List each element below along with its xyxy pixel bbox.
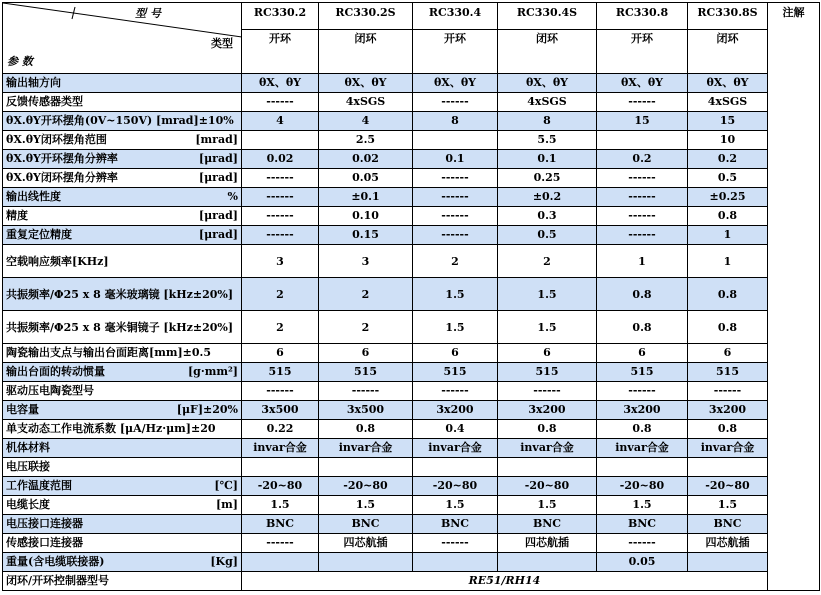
value-cell: 1 xyxy=(597,245,688,278)
controller-label: 闭环/开环控制器型号 xyxy=(3,572,242,591)
value-cell: 515 xyxy=(242,363,319,382)
table-row xyxy=(3,496,820,515)
value-cell xyxy=(597,458,688,477)
value-cell: 1.5 xyxy=(498,278,597,311)
value-cell: 2 xyxy=(413,245,498,278)
table-row xyxy=(3,382,820,401)
value-cell: ------ xyxy=(242,226,319,245)
table-row xyxy=(3,278,820,311)
param-cell xyxy=(3,131,242,150)
value-cell: BNC xyxy=(319,515,413,534)
param-label: 机体材料 xyxy=(6,441,50,454)
value-cell: BNC xyxy=(413,515,498,534)
value-cell: θX、θY xyxy=(498,74,597,93)
value-cell: ------ xyxy=(597,382,688,401)
table-row xyxy=(3,515,820,534)
value-cell xyxy=(597,131,688,150)
value-cell: 0.3 xyxy=(498,207,597,226)
model-header: RC330.4S xyxy=(498,3,597,30)
kind-label: 类型 xyxy=(211,37,233,50)
value-cell: invar合金 xyxy=(688,439,768,458)
value-cell: -20~80 xyxy=(413,477,498,496)
param-label: θX.θY闭环摆角范围 xyxy=(6,133,107,146)
model-header: RC330.2 xyxy=(242,3,319,30)
value-cell: 0.25 xyxy=(498,169,597,188)
value-cell: invar合金 xyxy=(319,439,413,458)
value-cell: 0.05 xyxy=(597,553,688,572)
param-unit: [μrad] xyxy=(198,228,238,241)
value-cell: 6 xyxy=(597,344,688,363)
value-cell xyxy=(319,458,413,477)
param-label: θX.θY开环摆角(0V~150V) [mrad]±10% xyxy=(6,114,234,127)
value-cell: 0.8 xyxy=(597,420,688,439)
param-cell xyxy=(3,226,242,245)
value-cell: 6 xyxy=(242,344,319,363)
table-row xyxy=(3,169,820,188)
value-cell: ------ xyxy=(242,382,319,401)
value-cell: ------ xyxy=(413,93,498,112)
value-cell: 4 xyxy=(319,112,413,131)
value-cell: 0.1 xyxy=(498,150,597,169)
value-cell: ------ xyxy=(597,93,688,112)
value-cell: 0.8 xyxy=(597,311,688,344)
table-row xyxy=(3,458,820,477)
param-cell xyxy=(3,553,242,572)
param-unit: [μF]±20% xyxy=(176,403,238,416)
param-cell xyxy=(3,382,242,401)
table-row xyxy=(3,420,820,439)
param-label: 输出轴方向 xyxy=(6,76,61,89)
param-label: 陶瓷输出支点与输出台面距离[mm]±0.5 xyxy=(6,346,212,359)
value-cell: 2 xyxy=(242,278,319,311)
diagonal-lines xyxy=(3,3,242,73)
param-cell xyxy=(3,150,242,169)
value-cell: -20~80 xyxy=(498,477,597,496)
table-row xyxy=(3,131,820,150)
controller-row xyxy=(3,572,820,591)
param-unit: [μrad] xyxy=(198,152,238,165)
value-cell: ------ xyxy=(242,169,319,188)
value-cell: 0.5 xyxy=(688,169,768,188)
param-cell xyxy=(3,439,242,458)
table-row xyxy=(3,311,820,344)
param-cell xyxy=(3,112,242,131)
value-cell xyxy=(688,458,768,477)
param-label: 共振频率/Φ25 x 8 毫米玻璃镜 [kHz±20%] xyxy=(6,287,234,301)
value-cell: 1 xyxy=(688,226,768,245)
value-cell: 4xSGS xyxy=(319,93,413,112)
value-cell: 515 xyxy=(688,363,768,382)
value-cell: 3x500 xyxy=(319,401,413,420)
value-cell: invar合金 xyxy=(597,439,688,458)
value-cell: 515 xyxy=(413,363,498,382)
loop-type-cell: 闭环 xyxy=(498,29,597,73)
table-row xyxy=(3,74,820,93)
value-cell: ±0.25 xyxy=(688,188,768,207)
value-cell: 1.5 xyxy=(413,496,498,515)
value-cell: 0.02 xyxy=(242,150,319,169)
param-cell xyxy=(3,188,242,207)
header-row xyxy=(3,3,820,30)
table-row xyxy=(3,401,820,420)
param-label: 共振频率/Φ25 x 8 毫米铜镜子 [kHz±20%] xyxy=(6,320,234,334)
value-cell: 6 xyxy=(319,344,413,363)
value-cell: θX、θY xyxy=(319,74,413,93)
value-cell: 0.22 xyxy=(242,420,319,439)
value-cell xyxy=(688,553,768,572)
value-cell: 8 xyxy=(498,112,597,131)
value-cell: 15 xyxy=(688,112,768,131)
value-cell: 3 xyxy=(242,245,319,278)
param-label: 驱动压电陶瓷型号 xyxy=(6,384,94,397)
value-cell: ------ xyxy=(242,188,319,207)
param-cell xyxy=(3,458,242,477)
value-cell: θX、θY xyxy=(597,74,688,93)
param-cell xyxy=(3,344,242,363)
value-cell: 1.5 xyxy=(242,496,319,515)
table-row xyxy=(3,93,820,112)
value-cell: ------ xyxy=(413,188,498,207)
value-cell: ------ xyxy=(319,382,413,401)
value-cell: 2 xyxy=(242,311,319,344)
table-row xyxy=(3,344,820,363)
type-label: 型 号 xyxy=(135,7,161,20)
model-header: RC330.2S xyxy=(319,3,413,30)
value-cell: 2 xyxy=(319,311,413,344)
param-label: 传感接口连接器 xyxy=(6,536,83,549)
value-cell: 四芯航插 xyxy=(319,534,413,553)
param-label: θX.θY闭环摆角分辨率 xyxy=(6,171,118,184)
value-cell: 0.4 xyxy=(413,420,498,439)
loop-type-cell: 闭环 xyxy=(319,29,413,73)
value-cell: ------ xyxy=(597,534,688,553)
value-cell: 4xSGS xyxy=(498,93,597,112)
param-cell xyxy=(3,420,242,439)
value-cell: 3x200 xyxy=(498,401,597,420)
value-cell: 1.5 xyxy=(319,496,413,515)
value-cell: 1.5 xyxy=(498,311,597,344)
value-cell: 1.5 xyxy=(498,496,597,515)
value-cell: 6 xyxy=(688,344,768,363)
value-cell: 0.02 xyxy=(319,150,413,169)
value-cell: 5.5 xyxy=(498,131,597,150)
param-label: θX.θY开环摆角分辨率 xyxy=(6,152,118,165)
value-cell: ------ xyxy=(597,188,688,207)
value-cell xyxy=(498,553,597,572)
value-cell: 6 xyxy=(498,344,597,363)
param-cell xyxy=(3,278,242,311)
param-cell xyxy=(3,311,242,344)
value-cell: ±0.1 xyxy=(319,188,413,207)
value-cell: θX、θY xyxy=(413,74,498,93)
param-cell xyxy=(3,401,242,420)
param-unit: [Kg] xyxy=(210,555,238,568)
param-cell xyxy=(3,515,242,534)
param-cell xyxy=(3,169,242,188)
value-cell: ------ xyxy=(413,207,498,226)
table-row xyxy=(3,534,820,553)
value-cell: ------ xyxy=(413,226,498,245)
value-cell xyxy=(413,553,498,572)
value-cell: 15 xyxy=(597,112,688,131)
model-header: RC330.8S xyxy=(688,3,768,30)
loop-type-cell: 开环 xyxy=(413,29,498,73)
value-cell: 0.10 xyxy=(319,207,413,226)
param-cell xyxy=(3,363,242,382)
value-cell: invar合金 xyxy=(498,439,597,458)
value-cell: ±0.2 xyxy=(498,188,597,207)
value-cell: -20~80 xyxy=(319,477,413,496)
value-cell: 0.2 xyxy=(597,150,688,169)
value-cell: 2.5 xyxy=(319,131,413,150)
param-cell xyxy=(3,74,242,93)
value-cell xyxy=(242,553,319,572)
value-cell: 515 xyxy=(319,363,413,382)
param-unit: [μrad] xyxy=(198,209,238,222)
value-cell: 2 xyxy=(498,245,597,278)
value-cell: 3x500 xyxy=(242,401,319,420)
param-label: 电容量 xyxy=(6,403,39,416)
value-cell: 0.8 xyxy=(688,278,768,311)
table-row xyxy=(3,245,820,278)
value-cell: invar合金 xyxy=(242,439,319,458)
loop-type-cell: 开环 xyxy=(597,29,688,73)
controller-value: RE51/RH14 xyxy=(242,572,768,591)
param-unit: % xyxy=(227,190,238,203)
value-cell: 3x200 xyxy=(597,401,688,420)
param-label: 输出线性度 xyxy=(6,190,61,203)
value-cell: 0.15 xyxy=(319,226,413,245)
param-label: 电压联接 xyxy=(6,460,50,473)
table-row xyxy=(3,188,820,207)
param-label: 反馈传感器类型 xyxy=(6,95,83,108)
param-cell xyxy=(3,496,242,515)
value-cell: 515 xyxy=(498,363,597,382)
value-cell: -20~80 xyxy=(688,477,768,496)
value-cell: BNC xyxy=(242,515,319,534)
value-cell: 1.5 xyxy=(688,496,768,515)
value-cell: ------ xyxy=(498,382,597,401)
value-cell: -20~80 xyxy=(597,477,688,496)
value-cell xyxy=(498,458,597,477)
value-cell: 四芯航插 xyxy=(688,534,768,553)
value-cell: 0.8 xyxy=(319,420,413,439)
value-cell xyxy=(242,131,319,150)
value-cell: 4xSGS xyxy=(688,93,768,112)
value-cell: BNC xyxy=(688,515,768,534)
notes-column: 注解 xyxy=(768,3,820,591)
loop-type-cell: 开环 xyxy=(242,29,319,73)
value-cell: 0.5 xyxy=(498,226,597,245)
param-label: 单支动态工作电流系数 [μA/Hz·μm]±20 xyxy=(6,422,216,435)
value-cell: 0.8 xyxy=(688,311,768,344)
value-cell: 515 xyxy=(597,363,688,382)
value-cell: 0.8 xyxy=(688,207,768,226)
param-unit: [g·mm²] xyxy=(187,365,238,378)
param-label: 电缆长度 xyxy=(6,498,50,511)
value-cell: ------ xyxy=(413,382,498,401)
value-cell: 0.05 xyxy=(319,169,413,188)
value-cell: 1.5 xyxy=(597,496,688,515)
table-row xyxy=(3,553,820,572)
model-header: RC330.8 xyxy=(597,3,688,30)
table-row xyxy=(3,226,820,245)
value-cell xyxy=(242,458,319,477)
value-cell: ------ xyxy=(413,169,498,188)
param-label: 输出台面的转动惯量 xyxy=(6,365,105,378)
value-cell: 1.5 xyxy=(413,278,498,311)
param-label: 电压接口连接器 xyxy=(6,517,83,530)
value-cell: 0.8 xyxy=(688,420,768,439)
model-header: RC330.4 xyxy=(413,3,498,30)
value-cell: ------ xyxy=(413,534,498,553)
value-cell: invar合金 xyxy=(413,439,498,458)
value-cell: 4 xyxy=(242,112,319,131)
value-cell: 四芯航插 xyxy=(498,534,597,553)
value-cell: 0.2 xyxy=(688,150,768,169)
value-cell: ------ xyxy=(242,534,319,553)
param-label: 工作温度范围 xyxy=(6,479,72,492)
param-unit: [m] xyxy=(215,498,238,511)
param-label: 空载响应频率[KHz] xyxy=(6,254,109,268)
param-cell xyxy=(3,477,242,496)
value-cell: 0.8 xyxy=(597,278,688,311)
corner-header-cell xyxy=(3,3,242,74)
loop-type-cell: 闭环 xyxy=(688,29,768,73)
param-cell xyxy=(3,207,242,226)
param-unit: [℃] xyxy=(214,479,238,492)
table-row xyxy=(3,363,820,382)
value-cell: 10 xyxy=(688,131,768,150)
param-label: 重量(含电缆联接器) xyxy=(6,555,105,568)
value-cell: ------ xyxy=(597,169,688,188)
param-label: 精度 xyxy=(6,209,28,222)
value-cell: ------ xyxy=(597,207,688,226)
param-cell xyxy=(3,93,242,112)
value-cell: 0.1 xyxy=(413,150,498,169)
param-unit: [μrad] xyxy=(198,171,238,184)
value-cell: BNC xyxy=(597,515,688,534)
value-cell: 8 xyxy=(413,112,498,131)
value-cell: ------ xyxy=(242,207,319,226)
value-cell: ------ xyxy=(688,382,768,401)
param-unit: [mrad] xyxy=(195,133,238,146)
value-cell: 3x200 xyxy=(413,401,498,420)
value-cell xyxy=(413,458,498,477)
value-cell: -20~80 xyxy=(242,477,319,496)
value-cell: 3 xyxy=(319,245,413,278)
value-cell: θX、θY xyxy=(688,74,768,93)
value-cell: 0.8 xyxy=(498,420,597,439)
table-row xyxy=(3,477,820,496)
value-cell: 1 xyxy=(688,245,768,278)
value-cell: ------ xyxy=(242,93,319,112)
value-cell: 3x200 xyxy=(688,401,768,420)
table-row xyxy=(3,207,820,226)
param-cell xyxy=(3,534,242,553)
spec-table xyxy=(2,2,820,591)
value-cell: 1.5 xyxy=(413,311,498,344)
value-cell: 6 xyxy=(413,344,498,363)
param-label: 参 数 xyxy=(7,55,33,68)
table-row xyxy=(3,439,820,458)
param-label: 重复定位精度 xyxy=(6,228,72,241)
value-cell: 2 xyxy=(319,278,413,311)
param-cell xyxy=(3,245,242,278)
value-cell: θX、θY xyxy=(242,74,319,93)
value-cell: ------ xyxy=(597,226,688,245)
value-cell xyxy=(413,131,498,150)
table-row xyxy=(3,112,820,131)
table-row xyxy=(3,150,820,169)
value-cell xyxy=(319,553,413,572)
value-cell: BNC xyxy=(498,515,597,534)
